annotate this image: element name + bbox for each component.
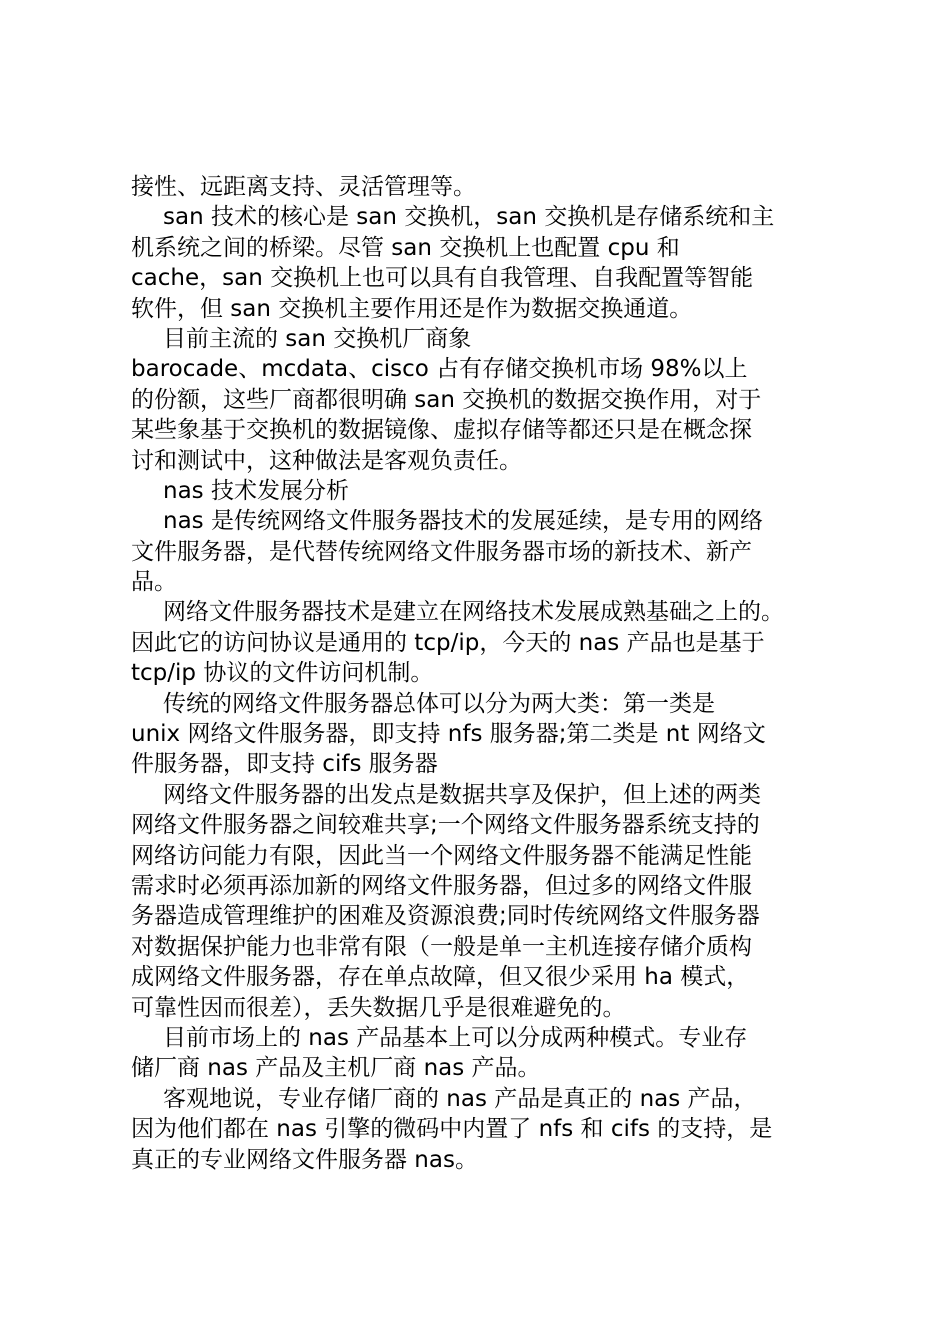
text-line: 软件，但 san 交换机主要作用还是作为数据交换通道。 [131, 295, 693, 322]
text-line: unix 网络文件服务器，即支持 nfs 服务器;第二类是 nt 网络文 [131, 721, 766, 748]
text-line: 因此它的访问协议是通用的 tcp/ip，今天的 nas 产品也是基于 [131, 629, 765, 656]
text-line: 真正的专业网络文件服务器 nas。 [131, 1146, 478, 1173]
section-heading: nas 技术发展分析 [163, 477, 349, 504]
text-line: 讨和测试中，这种做法是客观负责任。 [131, 447, 522, 474]
text-line: 传统的网络文件服务器总体可以分为两大类：第一类是 [163, 690, 715, 717]
text-line: 务器造成管理维护的困难及资源浪费;同时传统网络文件服务器 [131, 903, 760, 930]
text-line: 品。 [131, 569, 177, 596]
text-line: 网络文件服务器技术是建立在网络技术发展成熟基础之上的。 [163, 599, 784, 626]
text-line: cache，san 交换机上也可以具有自我管理、自我配置等智能 [131, 265, 754, 292]
text-line: 储厂商 nas 产品及主机厂商 nas 产品。 [131, 1055, 541, 1082]
text-line: 接性、远距离支持、灵活管理等。 [131, 174, 476, 200]
text-line: 目前主流的 san 交换机厂商象 [163, 325, 472, 352]
text-line: 可靠性因而很差），丢失数据几乎是很难避免的。 [131, 994, 626, 1021]
text-line: 需求时必须再添加新的网络文件服务器，但过多的网络文件服 [131, 872, 752, 899]
text-line: 目前市场上的 nas 产品基本上可以分成两种模式。专业存 [163, 1024, 748, 1051]
text-line: 机系统之间的桥梁。尽管 san 交换机上也配置 cpu 和 [131, 234, 680, 261]
text-line: 文件服务器，是代替传统网络文件服务器市场的新技术、新产 [131, 538, 752, 565]
text-line: 网络访问能力有限，因此当一个网络文件服务器不能满足性能 [131, 842, 752, 869]
text-line: 网络文件服务器之间较难共享;一个网络文件服务器系统支持的 [131, 812, 760, 839]
text-line: 对数据保护能力也非常有限（一般是单一主机连接存储介质构 [131, 933, 752, 960]
text-line: 因为他们都在 nas 引擎的微码中内置了 nfs 和 cifs 的支持，是 [131, 1116, 773, 1143]
text-line: 的份额，这些厂商都很明确 san 交换机的数据交换作用，对于 [131, 386, 762, 413]
text-line: tcp/ip 协议的文件访问机制。 [131, 660, 434, 687]
text-line: 某些象基于交换机的数据镜像、虚拟存储等都还只是在概念探 [131, 417, 752, 444]
text-line: nas 是传统网络文件服务器技术的发展延续，是专用的网络 [163, 508, 763, 535]
text-line: barocade、mcdata、cisco 占有存储交换机市场 98%以上 [131, 356, 748, 383]
text-line: 客观地说，专业存储厂商的 nas 产品是真正的 nas 产品， [163, 1085, 757, 1112]
text-line: 网络文件服务器的出发点是数据共享及保护，但上述的两类 [163, 781, 761, 808]
text-line: san 技术的核心是 san 交换机，san 交换机是存储系统和主 [163, 204, 775, 231]
text-line: 件服务器，即支持 cifs 服务器 [131, 751, 438, 778]
document-body [131, 172, 843, 1175]
text-line: 成网络文件服务器，存在单点故障，但又很少采用 ha 模式， [131, 964, 750, 991]
